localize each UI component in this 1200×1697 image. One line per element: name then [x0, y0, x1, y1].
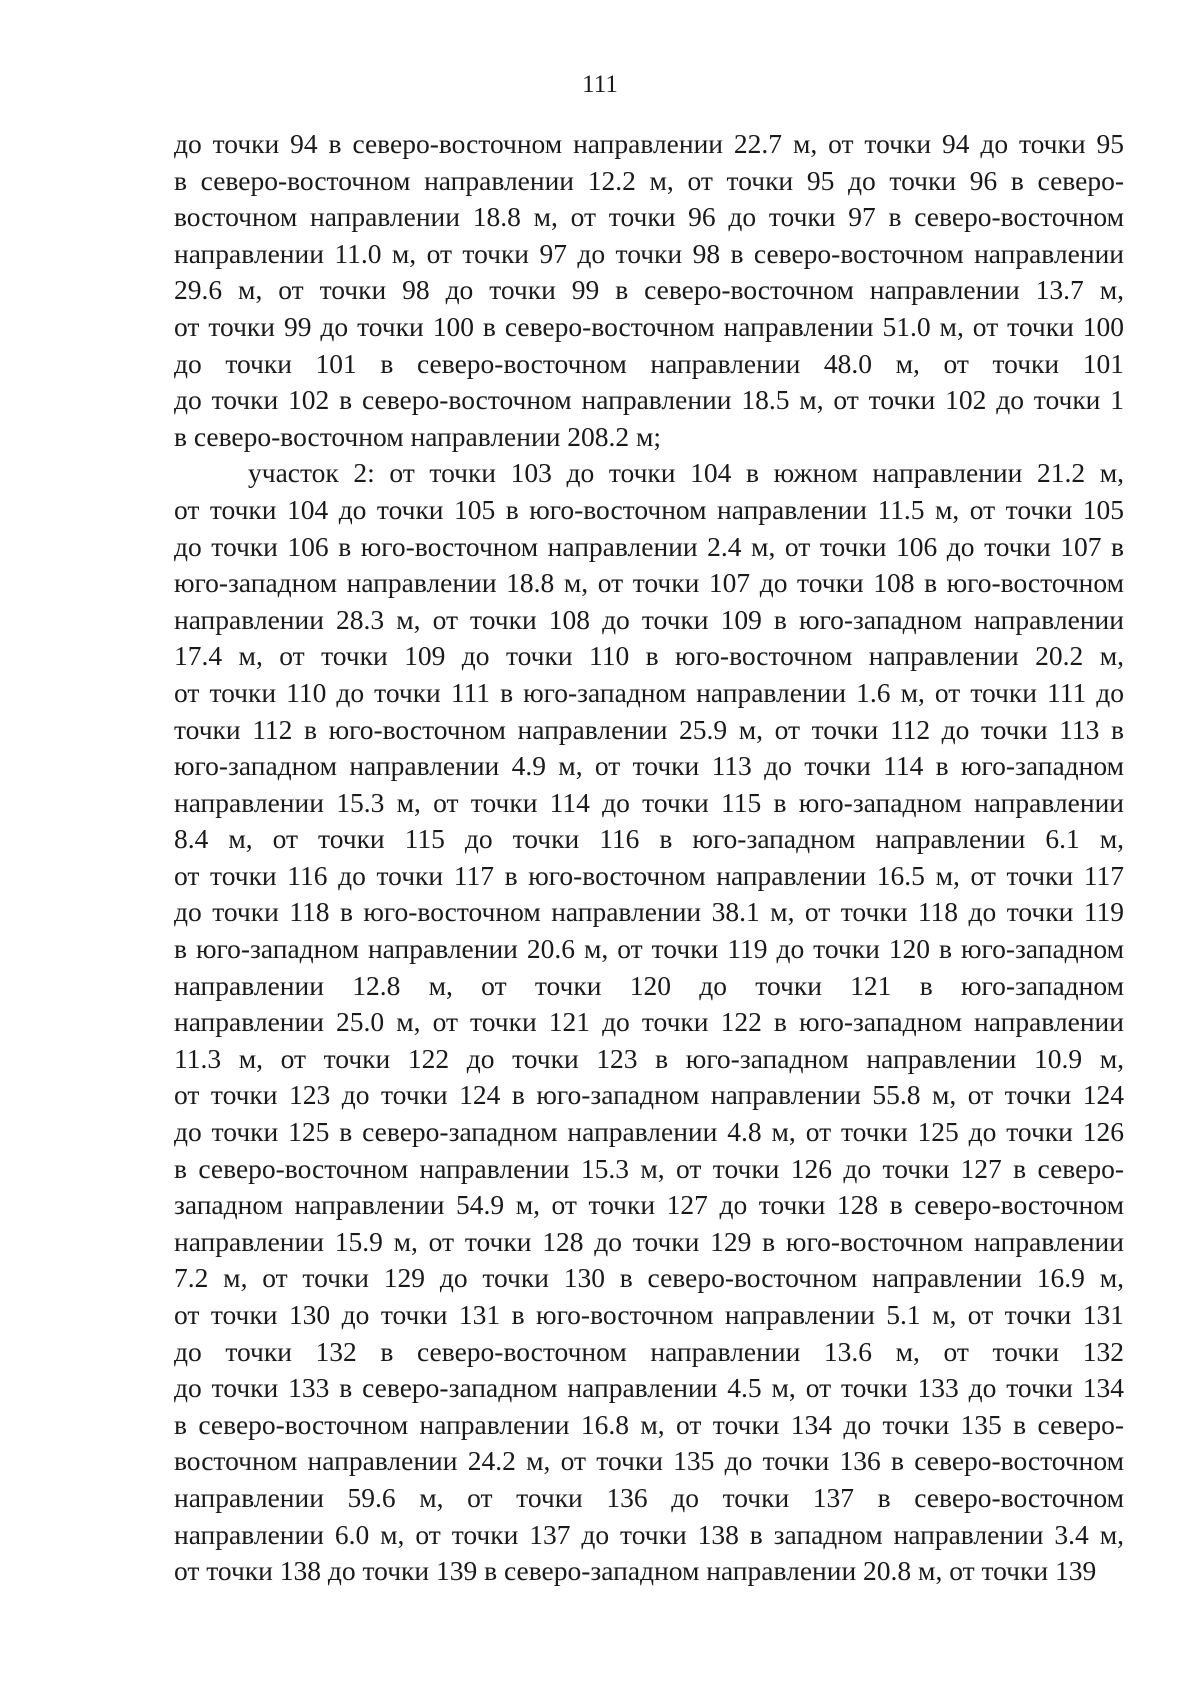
text-line: 7.2 м, от точки 129 до точки 130 в северо-восточном направлении 16.9 м,: [174, 1262, 1124, 1294]
text-line: в юго-западном направлении 20.6 м, от точки 119 до точки 120 в юго-западном: [174, 933, 1124, 965]
text-line: от точки 130 до точки 131 в юго-восточном направлении 5.1 м, от точки 131: [174, 1299, 1124, 1330]
text-line: направлении 15.3 м, от точки 114 до точки 115 в юго-западном направлении: [174, 786, 1124, 818]
text-line: юго-западном направлении 4.9 м, от точки 113 до точки 114 в юго-западном: [174, 750, 1124, 782]
text-line: до точки 101 в северо-восточном направлении 48.0 м, от точки 101: [174, 347, 1124, 379]
text-line: юго-западном направлении 18.8 м, от точки 107 до точки 108 в юго-восточном: [174, 567, 1124, 599]
text-line: направлении 15.9 м, от точки 128 до точки 129 в юго-восточном направлении: [174, 1225, 1124, 1257]
paragraph: [174, 455, 1124, 1589]
text-line: в северо-восточном направлении 208.2 м;: [174, 420, 662, 452]
text-line: до точки 102 в северо-восточном направлении 18.5 м, от точки 102 до точки 1: [174, 384, 1124, 416]
paragraph: [174, 126, 1124, 455]
text-line: направлении 28.3 м, от точки 108 до точки 109 в юго-западном направлении: [174, 603, 1124, 635]
text-line: восточном направлении 24.2 м, от точки 135 до точки 136 в северо-восточном: [174, 1445, 1124, 1477]
text-line: до точки 125 в северо-западном направлении 4.8 м, от точки 125 до точки 126: [174, 1116, 1124, 1148]
text-line: до точки 94 в северо-восточном направлении 22.7 м, от точки 94 до точки 95: [174, 128, 1124, 159]
text-line: в северо-восточном направлении 12.2 м, от точки 95 до точки 96 в северо-: [174, 164, 1124, 196]
text-line: от точки 104 до точки 105 в юго-восточном направлении 11.5 м, от точки 105: [174, 493, 1124, 525]
text-line: направлении 11.0 м, от точки 97 до точки 98 в северо-восточном направлении: [174, 237, 1124, 269]
text-line: 29.6 м, от точки 98 до точки 99 в северо-восточном направлении 13.7 м,: [174, 274, 1124, 306]
text-line: в северо-восточном направлении 15.3 м, от точки 126 до точки 127 в северо-: [174, 1152, 1124, 1184]
text-line: в северо-восточном направлении 16.8 м, от точки 134 до точки 135 в северо-: [174, 1408, 1124, 1440]
text-line: от точки 138 до точки 139 в северо-западном направлении 20.8 м, от точки 139: [174, 1555, 1097, 1587]
text-line: до точки 118 в юго-восточном направлении 38.1 м, от точки 118 до точки 119: [174, 896, 1124, 928]
text-line: направлении 25.0 м, от точки 121 до точки 122 в юго-западном направлении: [174, 1006, 1124, 1038]
text-line: 17.4 м, от точки 109 до точки 110 в юго-восточном направлении 20.2 м,: [174, 640, 1124, 672]
text-line: до точки 132 в северо-восточном направлении 13.6 м, от точки 132: [174, 1335, 1124, 1367]
text-line: до точки 133 в северо-западном направлении 4.5 м, от точки 133 до точки 134: [174, 1372, 1124, 1404]
text-line: направлении 6.0 м, от точки 137 до точки 138 в западном направлении 3.4 м,: [174, 1518, 1124, 1550]
text-line: участок 2: от точки 103 до точки 104 в южном направлении 21.2 м,: [248, 457, 1124, 489]
text-line: направлении 12.8 м, от точки 120 до точки 121 в юго-западном: [174, 969, 1124, 1001]
text-line: до точки 106 в юго-восточном направлении 2.4 м, от точки 106 до точки 107 в: [174, 530, 1124, 562]
text-line: от точки 99 до точки 100 в северо-восточном направлении 51.0 м, от точки 100: [174, 310, 1124, 342]
text-line: 8.4 м, от точки 115 до точки 116 в юго-западном направлении 6.1 м,: [174, 823, 1124, 855]
text-line: точки 112 в юго-восточном направлении 25.9 м, от точки 112 до точки 113 в: [174, 713, 1124, 745]
text-line: направлении 59.6 м, от точки 136 до точки 137 в северо-восточном: [174, 1481, 1124, 1513]
text-line: восточном направлении 18.8 м, от точки 96 до точки 97 в северо-восточном: [174, 201, 1124, 233]
text-line: от точки 116 до точки 117 в юго-восточном направлении 16.5 м, от точки 117: [174, 859, 1124, 891]
text-line: 11.3 м, от точки 122 до точки 123 в юго-западном направлении 10.9 м,: [174, 1042, 1124, 1074]
text-line: от точки 110 до точки 111 в юго-западном направлении 1.6 м, от точки 111 до: [174, 676, 1124, 708]
text-line: западном направлении 54.9 м, от точки 127 до точки 128 в северо-восточном: [174, 1189, 1124, 1221]
body-text: [174, 126, 1124, 1590]
page-number: 111: [582, 71, 618, 98]
text-line: от точки 123 до точки 124 в юго-западном направлении 55.8 м, от точки 124: [174, 1079, 1124, 1111]
